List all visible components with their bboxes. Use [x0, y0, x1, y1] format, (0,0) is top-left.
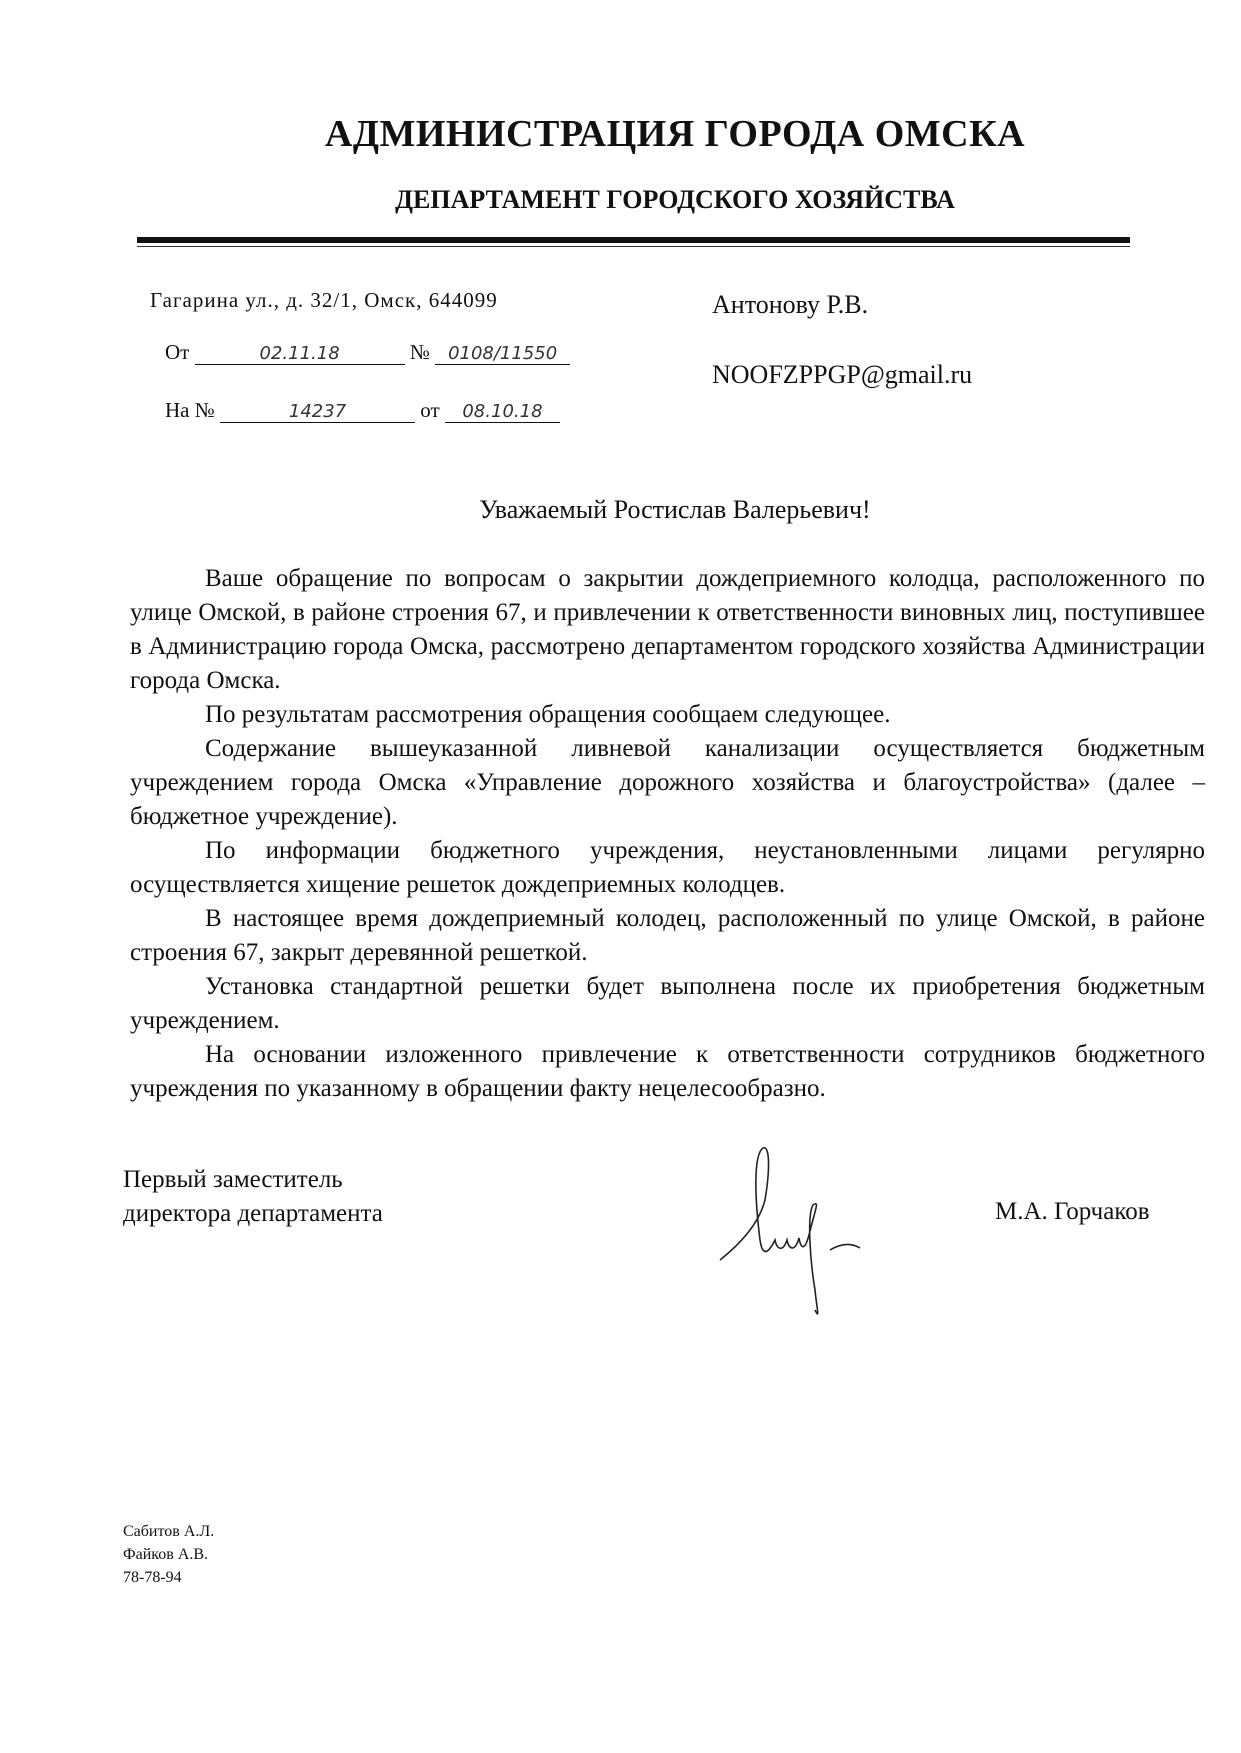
paragraph: По результатам рассмотрения обращения сообщаем следующее.	[205, 701, 891, 728]
executor-info	[123, 1520, 214, 1589]
position-line: Первый заместитель	[123, 1166, 343, 1193]
paragraph: По информации бюджетного учреждения, неустановленными лицами регулярно осуществляется хищение решеток дождеприемных колодцев.	[130, 837, 1205, 898]
reply-requisites	[165, 398, 560, 423]
reply-label: На №	[165, 398, 215, 422]
recipient-name: Антонову Р.В.	[712, 290, 869, 319]
handwritten-signature	[715, 1140, 895, 1340]
header-rule-thick	[137, 237, 1130, 243]
paragraph: Ваше обращение по вопросам о закрытии дождеприемного колодца, расположенного по улице Омской, в районе строения 67, и привлечении к ответственности виновных лиц, поступившее в Администрацию города Омска, рассмотрено департаментом городского хозяйства Администрации города Омска.	[130, 565, 1205, 694]
sender-address: Гагарина ул., д. 32/1, Омск, 644099	[150, 288, 498, 312]
paragraph: На основании изложенного привлечение к ответственности сотрудников бюджетного учреждения по указанному в обращении факту нецелесообразно.	[130, 1041, 1205, 1102]
executor-name: Сабитов А.Л.	[123, 1523, 215, 1540]
executor-phone: 78-78-94	[123, 1569, 182, 1586]
letter-body	[130, 562, 1205, 1106]
executor-name: Файков А.В.	[123, 1546, 209, 1563]
signatory-name: М.А. Горчаков	[995, 1198, 1150, 1225]
position-line: директора департамента	[123, 1200, 383, 1227]
paragraph: В настоящее время дождеприемный колодец, расположенный по улице Омской, в районе строения 67, закрыт деревянной решеткой.	[130, 905, 1205, 966]
outgoing-requisites	[165, 340, 570, 365]
greeting: Уважаемый Ростислав Валерьевич!	[479, 495, 871, 524]
outgoing-number: 0108/11550	[435, 343, 570, 365]
reply-date: 08.10.18	[445, 401, 560, 423]
organization-title: АДМИНИСТРАЦИЯ ГОРОДА ОМСКА	[324, 113, 1026, 155]
recipient-email: NOOFZPPGP@gmail.ru	[712, 360, 973, 389]
paragraph: Содержание вышеуказанной ливневой канализации осуществляется бюджетным учреждением города Омска «Управление дорожного хозяйства и благоустройства» (далее – бюджетное учреждение).	[130, 735, 1205, 830]
from-label: От	[165, 340, 190, 364]
outgoing-date: 02.11.18	[195, 343, 405, 365]
paragraph: Установка стандартной решетки будет выполнена после их приобретения бюджетным учреждением.	[130, 973, 1205, 1034]
header-rule-thin	[137, 246, 1130, 247]
department-subtitle: ДЕПАРТАМЕНТ ГОРОДСКОГО ХОЗЯЙСТВА	[395, 185, 955, 214]
signatory-position	[123, 1163, 383, 1231]
reply-from-label: от	[420, 398, 440, 422]
number-label: №	[409, 340, 430, 364]
reply-number: 14237	[220, 401, 415, 423]
